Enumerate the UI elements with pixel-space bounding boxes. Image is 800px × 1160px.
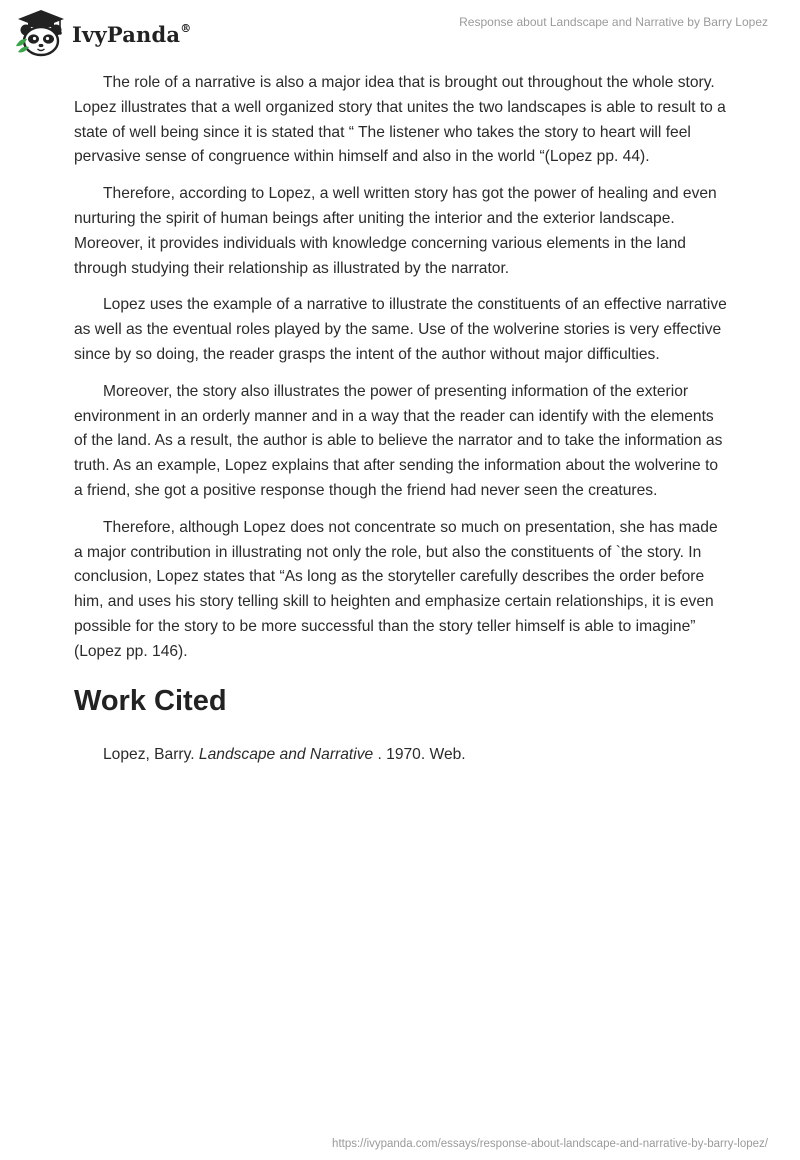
citation-entry [74,743,728,768]
paragraph: Lopez uses the example of a narrative to illustrate the constituents of an effective narrative as well as the eventual roles played by the same. Use of the wolverine stories is very effective since by so doing, the reader grasps the intent of the author without major difficulties. [74,296,727,363]
citation-title: Landscape and Narrative [198,745,374,763]
page-header [0,0,800,64]
logo-wordmark: IvyPanda® [72,21,192,47]
citation-author: Lopez, Barry. [103,745,199,763]
document-title: Response about Landscape and Narrative by Barry Lopez [459,15,768,29]
paragraph: Moreover, the story also illustrates the power of presenting information of the exterior environment in an orderly manner and in a way that the reader can identify with the elements of the land. As a result, the author is able to believe the narrator and to take the information as truth. As an example, Lopez explains that after sending the information about the wolverine to a friend, she got a positive response though the friend had never seen the creatures. [74,382,723,499]
paragraph: Therefore, according to Lopez, a well written story has got the power of healing and even nurturing the spirit of human beings after uniting the interior and the exterior landscape. Moreover, it provides individuals with knowledge concerning various elements in the land through studying their relationship as illustrated by the narrator. [74,185,717,277]
essay-body [74,71,728,767]
source-url[interactable]: https://ivypanda.com/essays/response-about-landscape-and-narrative-by-barry-lopez/ [332,1138,768,1150]
panda-graduate-icon [14,8,68,58]
paragraph: The role of a narrative is also a major idea that is brought out throughout the whole story. Lopez illustrates that a well organized story that unites the two landscapes is able to result to a state of well being since it is stated that “ The listener who takes the story to heart will feel pervasive sense of congruence within himself and also in the world “(Lopez pp. 44). [74,74,726,166]
citation-details: . 1970. Web. [373,745,466,763]
ivypanda-logo[interactable] [14,8,191,58]
registered-mark: ® [180,21,192,35]
works-cited-heading: Work Cited [74,684,227,717]
paragraph: Therefore, although Lopez does not concentrate so much on presentation, she has made a major contribution in illustrating not only the role, but also the constituents of `the story. In conclusion, Lopez states that “As long as the storyteller carefully describes the order before him, and uses his story telling skill to heighten and emphasize certain relationships, it is even possible for the story to be more successful than the story teller himself is able to imagine” (Lopez pp. 146). [74,518,718,660]
